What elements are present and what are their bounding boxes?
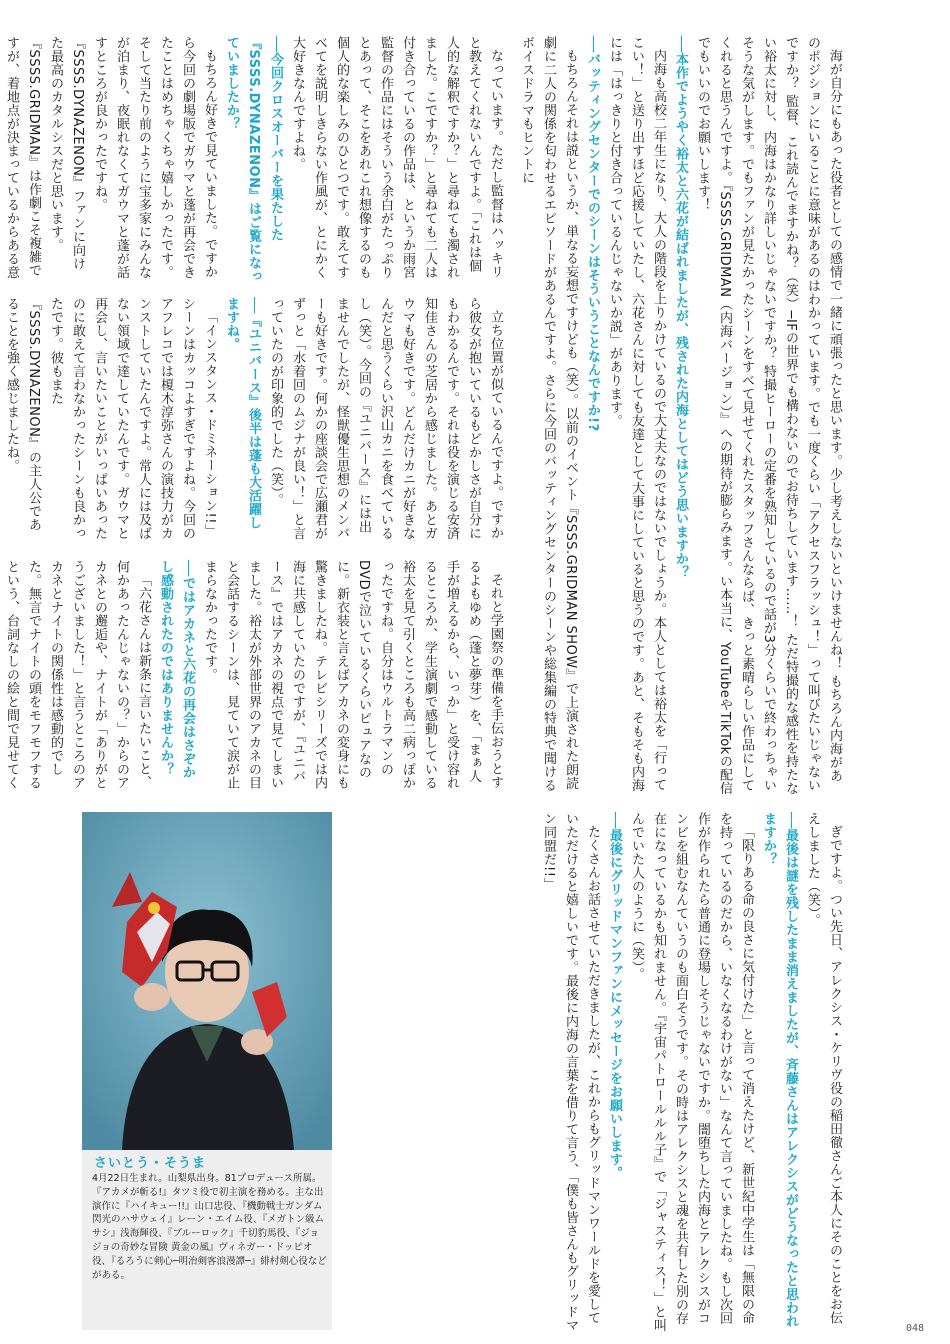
article-column-block-3 <box>4 560 506 792</box>
portrait-illustration <box>82 812 332 1150</box>
body-paragraph: ぎですよ。つい先日、アレクシス・ケリヴ役の稲田徹さんご本人にそのことをお伝えしました（笑）。 <box>805 812 842 1325</box>
body-paragraph: 「インスタンス・ドミネーション!!」シーンはカッコよすぎですよね。今回のアフレコでは榎木淳弥さんの演技力がカンストしていたんですよ。常人には及ばない領域で達していたんです。ガウマと再会し、言いたいことがいっぱいあったのに敢えて言わなかったシーンも良かったです。彼もまた『SSSS.DYNAZENON』の主人公であることを強く感じましたね。 <box>4 297 217 540</box>
question-heading: ──今回クロスオーバーを果たした『SSSS.DYNAZENON』はご覧になっていましたか？ <box>224 36 283 283</box>
body-paragraph: 「限りある命の良さに気付けた」と言って消えたけど、新世紀中学生は「無限の命を持っているのだから、いなくなるわけがない」なんて言っていましたね。もし次回作が作られたら普通に登場しそうじゃないですか。闇堕ちした内海とアレクシスがコンビを組むなんていうのも面白そうです。その時はアレクシスと魂を共有した別の存在になっているかも知れません。『宇宙パトロールルル子』で「ジャスティス！」と叫んでいた人のように（笑）。 <box>629 812 754 1332</box>
body-paragraph: もちろん好きで見ていました。ですから今回の劇場版でガウマと蓬が再会できたことはめちゃくちゃ嬉しかったです。そして当たり前のように宝多家にみんなが泊まり、夜眠れなくてガウマと蓬が話すところが良かったですね。『SSSS.DYNAZENON』ファンに向けた最高のカタルシスだと思います。『SSSS.GRIDMAN』は作劇こそ複雑ですが、着地点が決まっているからある意 <box>4 36 217 279</box>
body-paragraph: 「六花さんは新条に言いたいこと、何かあったんじゃないの？」からのアカネとの邂逅や、ナイトが「ありがとうございました！」と言うところのアカネとナイトの関係性は感動的でした。無言でナイトの頭をモフモフするという、台詞なしの絵と間で見せてく <box>4 560 151 790</box>
article-column-block-4 <box>345 812 505 1332</box>
body-paragraph: 海が自分にもあった役者としての感情で一緒に頑張ったと思います。少し考えしないといけませんね！ もちろん内海があのポジションにいることに意味があるのはわかっています。でも一度くらい「アクセスフラッシュ！」って叫びたいじゃないですか？ 監督、これ読んでますかね？（笑）─IFの世界でも構わないのでお待ちしています……！ ただ特撮的な感性を持たない裕太に対し、内海はかなり詳しいじゃないですか？ 特撮ヒーローの定番を熟知しているので話が3分くらいで終わっちゃいそうな気がします。でもファンが見たかったシーンをすべて見せてくれたスタッフさんならば、きっと素晴らしい作品にしてくれると思うんですよ。『SSSS.GRIDMAN（内海バージョン）』への期待が膨らみます。い本当に、YouTubeやTikTokの配信でもいいのでお願いします！ <box>695 36 842 796</box>
body-paragraph: それと学園祭の準備を手伝おうとするよもゆめ（蓬と夢芽）を、「まぁ人手が増えるから、いっか」と受け容れるところか、学生演劇で感動している裕太を見て引くところも高二病っぽかったですね。自分はウルトラマンのDVDで泣いているくらいピュアなのに。新衣装と言えばアカネの変身にも驚きましたね。テレビシリーズでは内海に共感していたのですが、『ユニバース』ではアカネの視点で見てしまいました。裕太が外部世界のアカネの目と会話するシーンは、見ていて涙が止まらなかったです。 <box>202 560 503 790</box>
question-heading: ──『ユニバース』後半は蓬も大活躍しますね。 <box>224 297 261 530</box>
question-heading: ──最後は謎を残したまま消えましたが、斉藤さんはアレクシスがどうなったと思われますか？ <box>761 812 798 1329</box>
body-paragraph: もちろんそれは説というか、単なる妄想ですけども（笑）。以前のイベント『SSSS.GRIDMAN SHOW』で上演された朗読劇に二人の関係を匂わせるエピソードがあるんですよ。さらに今回のバッティングセンターのシーンや総集編の特典で聞けるボイスドラマもヒントに <box>519 36 578 792</box>
question-heading: ──バッティングセンターでのシーンはそういうことなんですか!? <box>585 36 600 432</box>
question-heading: ──本作でようやく裕太と六花が結ばれましたが、残された内海としてはどう思いますか？ <box>673 36 688 580</box>
body-paragraph: たくさんお話させていただきましたが、これからもグリッドマンワールドを愛していただけると嬉しいです。最後に内海の言葉を借りて言う、「僕も皆さんもグリッドマン同盟だ!!」 <box>541 812 600 1332</box>
hand-left-shape <box>134 983 170 1011</box>
portrait-photo <box>82 812 332 1150</box>
article-column-block-upper-right <box>515 36 845 796</box>
article-column-block-5 <box>515 812 845 1332</box>
body-paragraph: 内海も高校二年生になり、大人の階段を上りかけているので大丈夫なのではないでしょうか。本人としては裕太を「行ってこい！」と送り出すほど応援していたし、六花さんに対しても友達として大事にしていると思うのです。あと、そもそも内海には「はっきりと付き合っているんじゃないか説」があります。 <box>607 36 666 792</box>
question-heading: ──ではアカネと六花の再会はさぞかし感動されたのではありませんか？ <box>158 560 195 780</box>
caption-name: さいとう・そうま <box>94 1156 207 1171</box>
question-heading: ──最後にグリッドマンファンにメッセージをお願いします。 <box>607 812 622 1180</box>
article-column-block-2 <box>4 297 506 542</box>
page-number: 048 <box>905 1323 924 1334</box>
article-column-block-1 <box>4 36 506 284</box>
body-paragraph: 立ち位置が似ているんですよ。ですから彼女が抱いているもどかしさが自分にもわかるんです。それは役を演じる安済知佳さんの芝居から感じました。あとガウマも好きです。どんだけカニが好きなんだと思うくらい沢山カニを食べているし（笑）。今回の『ユニバース』には出ませんでしたが、怪獣優生思想のメンバーも好きです。何かの座談会で広瀬君がずっと「水着回のムジナが良い！」と言っていたのが印象的でした（笑）。 <box>268 297 503 540</box>
caption-bio: 4月22日生まれ。山梨県出身。81プロデュース所属。『アカメが斬る!』タツミ役で初主演を務める。主な出演作に『ハイキュー!!』山口忠役、『機動戦士ガンダム 閃光のハサウェイ』レーン・エイム役、『メガトン級ムサシ』浅海輝役、『ブルーロック』千切豹馬役、『ジョジョの奇妙な冒険 黄金の風』ヴィネガー・ドッピオ役、『るろうに剣心─明治剣客浪漫譚─』緋村剣心役などがある。 <box>92 1173 327 1281</box>
body-paragraph: なっています。ただし監督はハッキリと教えてくれないんですよ。「これは個人的な解釈ですか？」と尋ねても濁されました。こですか？」と尋ねても二人は付き合っているの作品は、というか雨宮監督の作品にはそういう余白がたっぷりとあって、そこをあれこれ想像するのも個人的な楽しみのひとつです。敢えてすべてを説明しきらない作風が、とにかく大好きなんですよね。 <box>290 36 503 279</box>
